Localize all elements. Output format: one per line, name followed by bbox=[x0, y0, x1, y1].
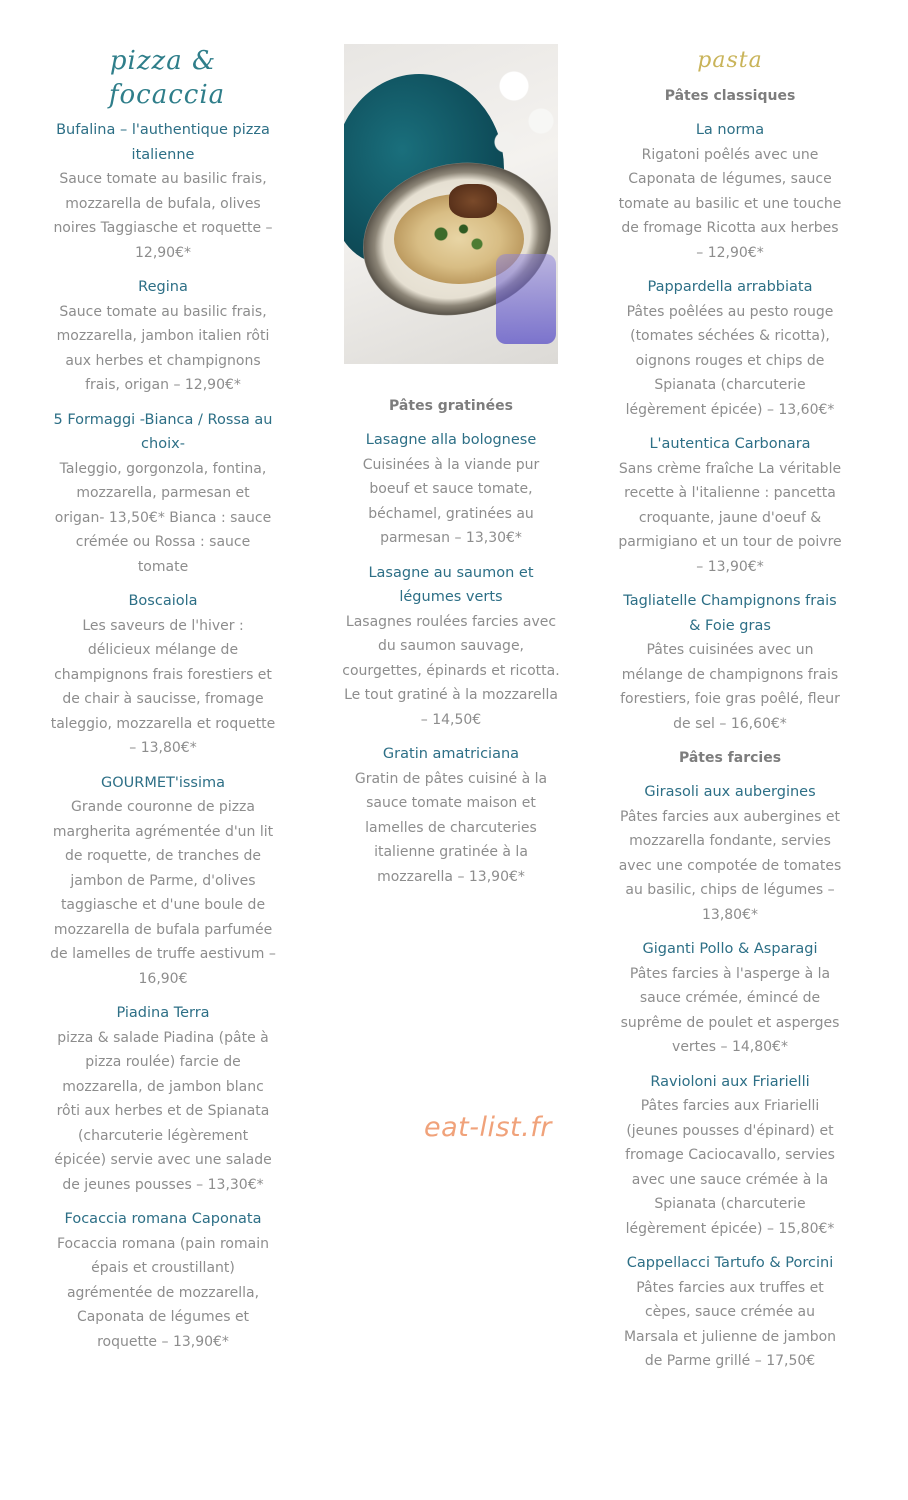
section-heading: Pâtes farcies bbox=[678, 750, 782, 766]
pizza-column bbox=[50, 44, 276, 1364]
section-heading: Pâtes gratinées bbox=[389, 398, 513, 414]
menu-item bbox=[618, 432, 842, 579]
item-description: Taleggio, gorgonzola, fontina, mozzarella, parmesan et origan- 13,50€* Bianca : sauce crémée ou Rossa : sauce tomate bbox=[54, 460, 272, 575]
item-name: L'autentica Carbonara bbox=[649, 436, 811, 452]
menu-item bbox=[342, 561, 560, 733]
glass-shape bbox=[496, 254, 556, 344]
item-name: Regina bbox=[138, 279, 188, 295]
item-description: Gratin de pâtes cuisiné à la sauce tomate maison et lamelles de charcuteries italienne gratinée à la mozzarella – 13,90€* bbox=[354, 770, 548, 885]
pasta-dish-photo bbox=[344, 44, 558, 364]
item-name: Pappardella arrabbiata bbox=[647, 279, 813, 295]
item-name: Cappellacci Tartufo & Porcini bbox=[626, 1255, 834, 1271]
item-description: Pâtes farcies aux Friarielli (jeunes pousses d'épinard) et fromage Caciocavallo, servies avec une sauce crémée à la Spianata (charcuterie légèrement épicée) – 15,80€* bbox=[625, 1098, 835, 1237]
pizza-title-line2: focaccia bbox=[108, 80, 226, 110]
item-name: GOURMET'issima bbox=[100, 774, 226, 791]
item-description: pizza & salade Piadina (pâte à pizza roulée) farcie de mozzarella, de jambon blanc rôti aux herbes et de Spianata (charcuterie légèrement épicée) servie avec une salade de jeunes pousses – 13,30€* bbox=[54, 1029, 272, 1193]
menu-item bbox=[50, 118, 276, 265]
pizza-section-title bbox=[50, 44, 276, 112]
item-name: Boscaiola bbox=[128, 593, 198, 609]
menu-item bbox=[618, 275, 842, 422]
menu-item bbox=[50, 1001, 276, 1197]
item-description: Cuisinées à la viande pur boeuf et sauce tomate, béchamel, gratinées au parmesan – 13,30€* bbox=[362, 456, 540, 546]
menu-item bbox=[618, 589, 842, 736]
item-name: La norma bbox=[695, 122, 765, 138]
menu-item bbox=[50, 1207, 276, 1354]
item-name: Gratin amatriciana bbox=[382, 746, 520, 762]
flowers-shape bbox=[478, 44, 558, 184]
item-description: Focaccia romana (pain romain épais et croustillant) agrémentée de mozzarella, Caponata de légumes et roquette – 13,90€* bbox=[57, 1235, 269, 1350]
item-name: Lasagne alla bolognese bbox=[365, 432, 537, 448]
gratin-column bbox=[342, 44, 560, 899]
item-description: Sauce tomate au basilic frais, mozzarella, jambon italien rôti aux herbes et champignons frais, origan – 12,90€* bbox=[56, 303, 270, 393]
pizza-title-line1: pizza & bbox=[109, 46, 217, 76]
item-description: Pâtes poêlées au pesto rouge (tomates séchées & ricotta), oignons rouges et chips de Spianata (charcuterie légèrement épicée) – 13,60€* bbox=[625, 303, 835, 418]
item-description: Sauce tomate au basilic frais, mozzarella de bufala, olives noires Taggiasche et roquette – 12,90€* bbox=[53, 171, 273, 261]
menu-item bbox=[50, 771, 276, 992]
menu-item bbox=[342, 428, 560, 551]
pasta-column bbox=[618, 44, 842, 1384]
menu-item bbox=[618, 118, 842, 265]
item-description: Grande couronne de pizza margherita agrémentée d'un lit de roquette, de tranches de jambon de Parme, d'olives taggiasche et d'une boule de mozzarella de bufala parfumée de lamelles de truffe aestivum – 16,90€ bbox=[50, 799, 276, 987]
item-name: Focaccia romana Caponata bbox=[64, 1211, 262, 1227]
item-name: Ravioloni aux Friarielli bbox=[650, 1073, 810, 1090]
meat-shape bbox=[449, 184, 497, 218]
item-name: 5 Formaggi -Bianca / Rossa au choix- bbox=[53, 411, 273, 452]
watermark-text: eat-list.fr bbox=[424, 1112, 552, 1143]
menu-item bbox=[50, 589, 276, 761]
item-description: Les saveurs de l'hiver : délicieux mélange de champignons frais forestiers et de chair à saucisse, fromage taleggio, mozzarella et roquette – 13,80€* bbox=[50, 617, 276, 756]
menu-item bbox=[618, 780, 842, 927]
menu-item bbox=[618, 1251, 842, 1374]
menu-item bbox=[342, 742, 560, 889]
item-description: Sans crème fraîche La véritable recette à l'italienne : pancetta croquante, jaune d'oeuf & parmigiano et un tour de poivre – 13,90€* bbox=[618, 460, 842, 575]
menu-item bbox=[618, 937, 842, 1060]
item-description: Pâtes farcies aux truffes et cèpes, sauce crémée au Marsala et julienne de jambon de Parme grillé – 17,50€ bbox=[623, 1279, 837, 1369]
item-name: Piadina Terra bbox=[116, 1005, 210, 1021]
item-name: Lasagne au saumon et légumes verts bbox=[368, 564, 534, 605]
item-description: Pâtes farcies à l'asperge à la sauce crémée, émincé de suprême de poulet et asperges vertes – 14,80€* bbox=[620, 965, 840, 1055]
item-name: Giganti Pollo & Asparagi bbox=[642, 941, 818, 957]
item-description: Rigatoni poêlés avec une Caponata de légumes, sauce tomate au basilic et une touche de fromage Ricotta aux herbes – 12,90€* bbox=[618, 146, 842, 261]
menu-item bbox=[618, 1070, 842, 1242]
item-name: Bufalina – l'authentique pizza italienne bbox=[56, 122, 270, 163]
item-description: Pâtes farcies aux aubergines et mozzarella fondante, servies avec une compotée de tomates au basilic, chips de légumes – 13,80€* bbox=[618, 808, 842, 923]
item-name: Girasoli aux aubergines bbox=[644, 784, 816, 800]
item-description: Lasagnes roulées farcies avec du saumon sauvage, courgettes, épinards et ricotta. Le tout gratiné à la mozzarella – 14,50€ bbox=[342, 613, 560, 728]
pasta-section-title: pasta bbox=[697, 48, 763, 73]
menu-item bbox=[50, 408, 276, 580]
menu-item bbox=[50, 275, 276, 398]
item-name: Tagliatelle Champignons frais & Foie gras bbox=[623, 593, 837, 634]
section-heading: Pâtes classiques bbox=[664, 88, 796, 104]
item-description: Pâtes cuisinées avec un mélange de champignons frais forestiers, foie gras poêlé, fleur de sel – 16,60€* bbox=[620, 642, 840, 732]
herbs-shape bbox=[414, 214, 504, 264]
